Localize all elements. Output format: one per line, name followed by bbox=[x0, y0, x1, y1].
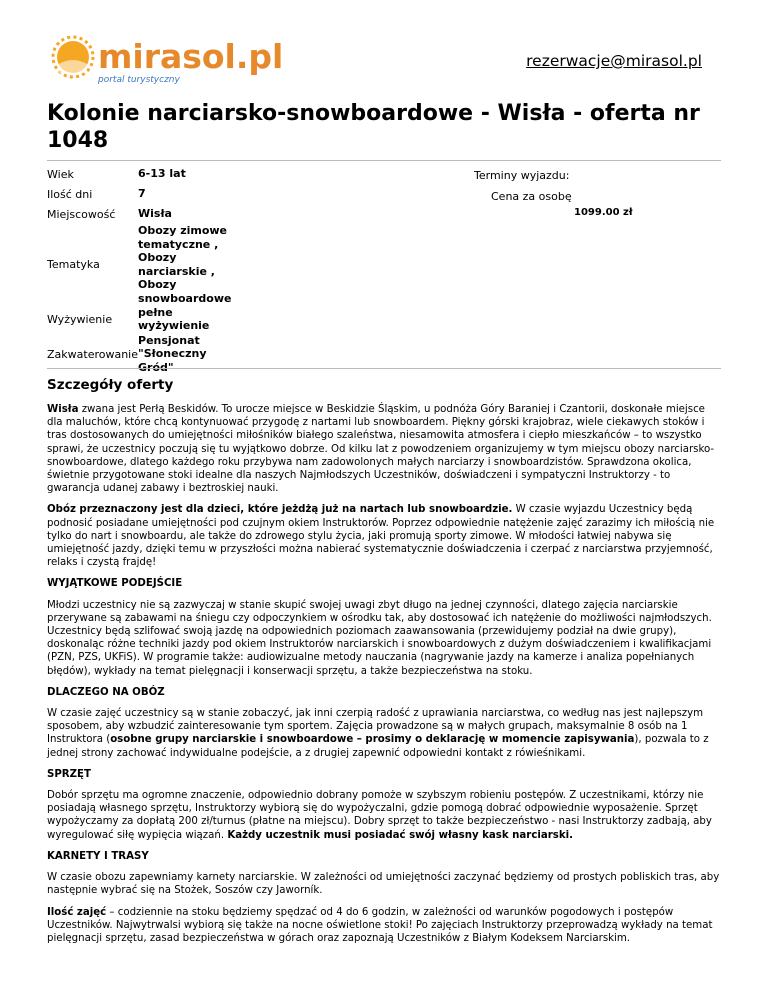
attribute-label: Wyżywienie bbox=[47, 312, 113, 326]
attribute-value: 6-13 lat bbox=[138, 167, 186, 181]
divider bbox=[47, 160, 721, 161]
text: ), pozwala to z jednej strony zachować indywidualne podejście, a z drugiej zapewnić odpowiedni kontakt z rówieśnikami. bbox=[47, 734, 709, 759]
paragraph bbox=[47, 906, 723, 946]
text: – codziennie na stoku będziemy spędzać od 4 do 6 godzin, w zależności od warunków pogodowych i postępów Uczestników. Najwytrwalsi wybiorą się także na nocne oświetlone stoki! Po zajęciach Instruktorzy przeprowadzą wykłady na temat pielęgnacji sprzętu, zasad bezpieczeństwa w górach oraz zapoznają Uczestników z Białym Kodeksem Narciarskim. bbox=[47, 906, 713, 944]
bold-text: osobne grupy narciarskie i snowboardowe – prosimy o deklarację w momencie zapisywania bbox=[110, 734, 635, 746]
attribute-label: Wiek bbox=[47, 167, 74, 181]
paragraph bbox=[47, 503, 723, 569]
paragraph: Młodzi uczestnicy nie są zazwyczaj w stanie skupić swojej uwagi zbyt długo na jednej czynności, dlatego zajęcia narciarskie przerywane są zabawami na śniegu czy odpoczynkiem w ośrodku tak, aby dostosować ich natężenie do możliwości najmłodszych. Uczestnicy będą szlifować swoją jazdę na odpowiednich poziomach zaawansowania (przewidujemy podział na dwie grupy), doskonaląc różne techniki jazdy pod okiem Instruktorów narciarskich i snowboardowych z dużym doświadczeniem i kwalifikacjami (PZN, PZS, UKFiS). W programie także: audiowizualne metody nauczania (nagrywanie jazdy na kamerze i analiza popełnianych błędów), wykłady na temat pielęgnacji i konserwacji sprzętu, a także bezpieczeństwa na stoku. bbox=[47, 599, 712, 677]
attribute-label: Ilość dni bbox=[47, 187, 93, 201]
subheading: DLACZEGO NA OBÓZ bbox=[47, 686, 165, 698]
offer-description bbox=[47, 403, 723, 953]
price-label: Cena za osobę bbox=[491, 190, 572, 203]
logo-text: mirasol.pl bbox=[98, 37, 284, 76]
offer-attributes bbox=[47, 164, 238, 375]
text: zwana jest Perłą Beskidów. To urocze miejsce w Beskidzie Śląskim, u podnóża Góry Baraniej i Czantorii, doskonałe miejsce dla maluchów, które chcą kontynuować przygodę z nartami lub snowboardem. Piękny górski krajobraz, wiele ciekawych stoków i tras dostosowanych do umiejętności miłośników białego szaleństwa, niesamowita atmosfera i ciepło mieszkańców – to wszystko sprawi, że uczestnicy poczują się tu wyjątkowo dobrze. Od kilku lat z powodzeniem organizujemy w tym miejscu obozy narciarsko-snowboardowe, dlatego każdego roku przybywa nam zadowolonych małych narciarzy i snowboardzistów. Sprawdzona okolica, świetnie przygotowane stoki idealne dla naszych Najmłodszych Uczestników, doświadczeni i sympatyczni Instruktorzy - to gwarancja udanej zabawy i beztroskiej nauki. bbox=[47, 404, 715, 495]
attribute-value: pełne wyżywienie bbox=[138, 305, 210, 332]
text: Dobór sprzętu ma ogromne znaczenie, odpowiednio dobrany pomoże w szybszym robieniu postępów. Z uczestnikami, którzy nie posiadają własnego sprzętu, Instruktorzy wybiorą się do wypożyczalni, gdzie pomogą dobrać odpowiednie wyposażenie. Sprzęt wypożyczamy za dopłatą 200 zł/turnus (płatne na miejscu). Dobry sprzęt to także bezpieczeństwo - nasi Instruktorzy zadbają, aby wyregulować siłę wypięcia wiązań. bbox=[47, 790, 712, 841]
text: W czasie zajęć uczestnicy są w stanie zobaczyć, jak inni czerpią radość z uprawiania narciarstwa, co według nas jest najlepszym sposobem, aby wzbudzić zainteresowanie tym sportem. Zajęcia prowadzone są w małych grupach, maksymalnie 8 osób na 1 Instruktora ( bbox=[47, 708, 704, 746]
attribute-value: Wisła bbox=[138, 207, 172, 221]
details-heading: Szczegóły oferty bbox=[47, 377, 174, 393]
subheading: KARNETY I TRASY bbox=[47, 850, 149, 862]
attribute-row bbox=[47, 224, 238, 305]
attribute-value: Pensjonat "Słoneczny Gród" bbox=[138, 333, 207, 374]
price-value: 1099.00 zł bbox=[574, 207, 633, 218]
attribute-label: Zakwaterowanie bbox=[47, 347, 139, 361]
bold-text: Wisła bbox=[47, 404, 79, 415]
mirasol-logo[interactable] bbox=[46, 30, 286, 88]
attribute-value: 7 bbox=[138, 187, 146, 201]
bold-text: Obóz przeznaczony jest dla dzieci, które jeżdżą już na nartach lub snowboardzie. bbox=[47, 504, 513, 516]
terms-label: Terminy wyjazdu: bbox=[474, 169, 570, 182]
attribute-row bbox=[47, 305, 238, 333]
text: W czasie wyjazdu Uczestnicy będą podnosić posiadane umiejętności pod czujnym okiem Instruktorów. Poprzez odpowiednie natężenie zajęć zarazimy ich miłością nie tylko do nart i snowboardu, ale także do zdrowego stylu życia, jaki promują sporty zimowe. W młodości łatwiej nabywa się umiejętność jazdy, dzięki temu w przyszłości można nabierać systematycznie doświadczenia i czerpać z narciarstwa przyjemność, relaks i czystą frajdę! bbox=[47, 504, 715, 569]
bold-text: Każdy uczestnik musi posiadać swój własny kask narciarski. bbox=[227, 829, 573, 841]
logo-tagline: portal turystyczny bbox=[98, 75, 180, 85]
page-title: Kolonie narciarsko-snowboardowe - Wisła - oferta nr 1048 bbox=[47, 101, 700, 153]
paragraph bbox=[47, 789, 723, 842]
attribute-label: Miejscowość bbox=[47, 207, 116, 221]
subheading: WYJĄTKOWE PODEJŚCIE bbox=[47, 578, 183, 590]
paragraph bbox=[47, 403, 723, 495]
divider bbox=[47, 368, 721, 369]
attribute-label: Tematyka bbox=[47, 258, 100, 271]
attribute-value: Obozy zimowe tematyczne , Obozy narciarskie , Obozy snowboardowe bbox=[138, 224, 232, 305]
sun-icon bbox=[53, 37, 93, 77]
paragraph bbox=[47, 707, 723, 760]
bold-text: Ilość zajęć bbox=[47, 906, 107, 918]
attribute-row bbox=[47, 204, 238, 224]
attribute-row bbox=[47, 184, 238, 204]
subheading: SPRZĘT bbox=[47, 768, 91, 780]
email-link[interactable]: rezerwacje@mirasol.pl bbox=[526, 52, 702, 70]
attribute-row bbox=[47, 164, 238, 184]
paragraph: W czasie obozu zapewniamy karnety narciarskie. W zależności od umiejętności zaczynać będziemy od prostych pobliskich tras, aby następnie wybrać się na Stożek, Soszów czy Jaworník. bbox=[47, 872, 720, 897]
